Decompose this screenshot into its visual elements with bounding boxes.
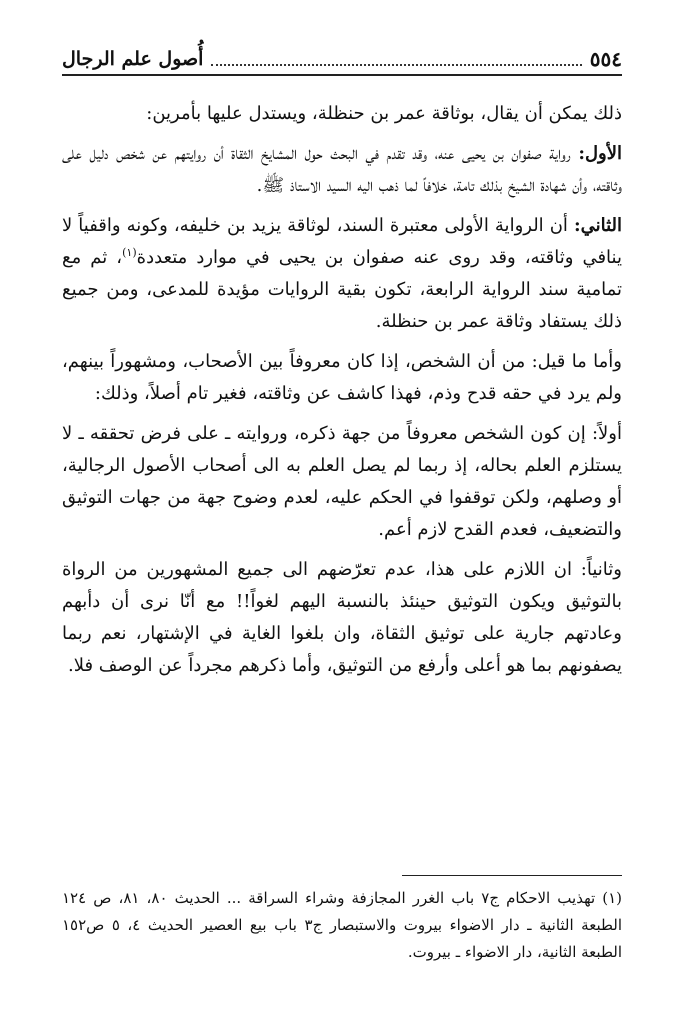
page-number: ٥٥٤ xyxy=(589,47,622,71)
paragraph-intro xyxy=(62,98,622,130)
footnote-marker[interactable]: (١) xyxy=(122,246,137,259)
page-header xyxy=(62,44,622,76)
paragraph-text-continued: ، ثم مع تمامية سند الرواية الرابعة، تكون بقية الروايات مؤيدة للمدعى، ومن جميع ذلك يستفاد وثاقة عمر بن حنظلة. xyxy=(62,247,622,332)
paragraph-text: وأما ما قيل: من أن الشخص، إذا كان معروفاً بين الأصحاب، ومشهوراً بينهم، ولم يرد في حقه قدح وذم، فهذا كاشف عن وثاقته، فغير تام أصلاً، وذلك: xyxy=(62,351,622,404)
paragraph-label: الثاني: xyxy=(573,215,622,236)
paragraph-label: الأول: xyxy=(578,143,622,164)
paragraph-text: وثانياً: ان اللازم على هذا، عدم تعرّضهم الى جميع المشهورين من الرواة بالتوثيق ويكون التوثيق حينئذ بالنسبة اليهم لغواً!! مع أنّا نرى أن دأبهم وعادتهم جارية على توثيق الثقاة، وان بلغوا الغاية في الإشتهار، نعم ربما يصفونهم بما هو أعلى وأرفع من التوثيق، وأما ذكرهم مجرداً عن الوصف فلا. xyxy=(62,559,622,676)
paragraph-second-point xyxy=(62,210,622,338)
paragraph-objection xyxy=(62,346,622,410)
header-dotted-leader xyxy=(211,64,581,66)
paragraph-text: أن الرواية الأولى معتبرة السند، لوثاقة يزيد بن خليفه، وكونه واقفياً لا ينافي وثاقته، وقد روى عنه صفوان بن يحيى في موارد متعددة xyxy=(62,215,622,268)
paragraph-first-point xyxy=(62,138,622,202)
paragraph-firstly xyxy=(62,418,622,546)
footnote-item: (١) تهذيب الاحكام ج٧ باب الغرر المجازفة وشراء السراقة ... الحديث ٨٠، ٨١، ص ١٢٤ الطبعة الثانية ـ دار الاضواء بيروت والاستبصار ج٣ باب بيع العصير الحديث ٤، ٥ ص١٥٢ الطبعة الثانية، دار الاضواء ـ بيروت. xyxy=(62,889,623,961)
footnote-divider xyxy=(402,875,622,876)
body-text xyxy=(62,98,622,690)
footnotes xyxy=(62,885,622,966)
running-title: أُصول علم الرجال xyxy=(62,48,204,70)
paragraph-secondly xyxy=(62,554,622,682)
paragraph-text: أولاً: إن كون الشخص معروفاً من جهة ذكره، وروايته ـ على فرض تحققه ـ لا يستلزم العلم بحاله، إذ ربما لم يصل العلم به الى أصحاب الأصول الرجالية، أو وصلهم، ولكن توقفوا في الحكم عليه، لعدم وضوح جهة من جهات التوثيق والتضعيف، فعدم القدح لازم أعم. xyxy=(62,423,622,540)
paragraph-text: ذلك يمكن أن يقال، بوثاقة عمر بن حنظلة، ويستدل عليها بأمرين: xyxy=(146,103,622,124)
paragraph-text: رواية صفوان بن يحيى عنه، وقد تقدم في البحث حول المشايخ الثقاة أن روايتهم عن شخص دليل على وثاقته، وأن شهادة الشيخ بذلك تامة، خلافاً لما ذهب اليه السيد الاستاذ ﷺ. xyxy=(62,143,622,196)
